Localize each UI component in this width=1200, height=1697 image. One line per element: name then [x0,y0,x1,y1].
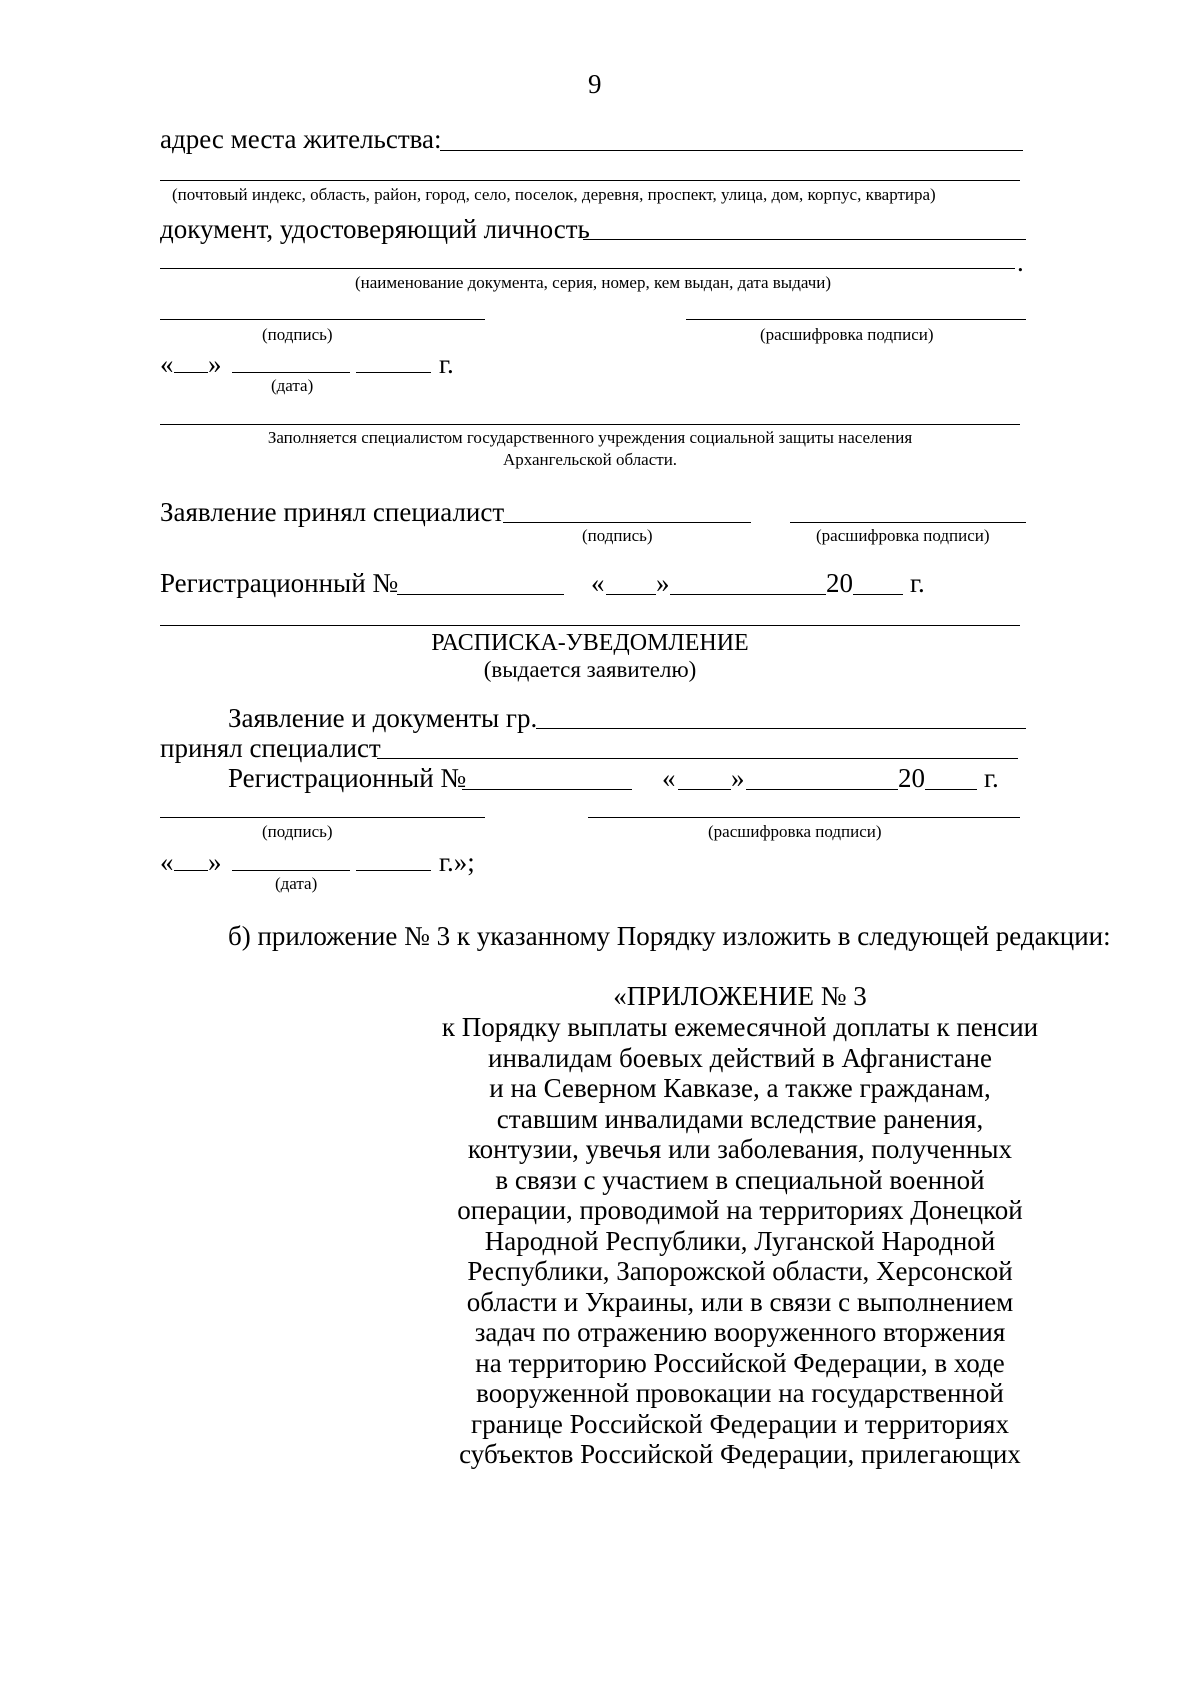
appendix-caption-line: операции, проводимой на территориях Донецкой [457,1195,1023,1225]
receipt-year-suffix: г. [984,763,999,793]
appendix-caption-line: границе Российской Федерации и территориях [471,1408,1009,1439]
date-year-suffix-2: г.»; [439,847,475,877]
registration-month-line[interactable] [670,594,826,595]
accepted-decoding-hint: (расшифровка подписи) [816,526,990,545]
signature-decoding-hint-2: (расшифровка подписи) [708,822,882,841]
receipt-month-line[interactable] [746,789,898,790]
accepted-signature-hint: (подпись) [582,526,653,545]
signature-decoding-line[interactable] [686,319,1026,320]
receipt-reg-label: Регистрационный № [228,763,467,793]
signature-line-2[interactable] [160,817,485,818]
accepted-signature-line[interactable] [503,522,751,523]
registration-year-prefix: 20 [826,568,853,598]
date-year-line-2[interactable] [356,870,431,871]
receipt-specialist-line[interactable] [377,758,1018,759]
receipt-quote-open: « [662,763,676,793]
appendix-caption-line: ставшим инвалидами вследствие ранения, [496,1103,984,1134]
registration-day-line[interactable] [606,594,656,595]
identity-doc-label: документ, удостоверяющий личность [160,214,590,244]
signature-decoding-line-2[interactable] [588,817,1020,818]
appendix-caption-line: инвалидам боевых действий в Афганистане [488,1042,992,1073]
date-hint-2: (дата) [275,874,318,893]
date-quote-close-2: » [208,847,222,877]
receipt-subtitle: (выдается заявителю) [483,657,697,682]
receipt-reg-number-line[interactable] [462,789,632,790]
date-year-suffix: г. [439,349,454,379]
date-year-line[interactable] [356,372,431,373]
appendix-caption-line: вооруженной провокации на государственной [476,1378,1004,1408]
signature-line[interactable] [160,319,485,320]
receipt-applicant-line[interactable] [536,728,1026,729]
receipt-quote-close: » [731,763,745,793]
registration-label: Регистрационный № [160,568,399,598]
appendix-title: «ПРИЛОЖЕНИЕ № 3 [613,981,867,1011]
accepted-decoding-line[interactable] [790,522,1026,523]
signature-hint-2: (подпись) [262,822,333,841]
address-hint: (почтовый индекс, область, район, город, село, поселок, деревня, проспект, улица, дом, корпус, квартира) [172,185,936,204]
identity-doc-field-line[interactable] [583,239,1026,240]
appendix-caption-line: Народной Республики, Луганской Народной [484,1225,996,1256]
identity-doc-field-line-2[interactable] [160,268,1015,269]
appendix-caption-line: субъектов Российской Федерации, прилегающих [459,1439,1021,1469]
appendix-caption-line: в связи с участием в специальной военной [495,1164,985,1195]
appendix-caption-line: к Порядку выплаты ежемесячной доплаты к пенсии [441,1012,1039,1042]
identity-doc-end-mark: . [1017,247,1024,277]
address-field-line[interactable] [440,150,1023,151]
section-divider [160,424,1020,425]
appendix-caption-line: Республики, Запорожской области, Херсонской [467,1256,1013,1286]
appendix-caption-line: задач по отражению вооруженного вторжения [474,1317,1006,1347]
specialist-note-line2: Архангельской области. [502,450,678,469]
appendix-caption-line: и на Северном Кавказе, а также гражданам, [489,1073,991,1103]
appendix-caption-line: контузии, увечья или заболевания, полученных [467,1134,1013,1164]
page-number: 9 [588,69,602,99]
accepted-by-label: Заявление принял специалист [160,497,505,527]
signature-hint: (подпись) [262,325,333,344]
receipt-divider [160,625,1020,626]
receipt-accepted-label: принял специалист [160,733,381,763]
date-day-line[interactable] [174,372,208,373]
receipt-title: РАСПИСКА-УВЕДОМЛЕНИЕ [431,630,749,656]
registration-number-line[interactable] [397,594,564,595]
receipt-docs-label: Заявление и документы гр. [228,703,538,733]
appendix-caption-line: области и Украины, или в связи с выполнением [466,1286,1014,1317]
date-day-line-2[interactable] [174,870,208,871]
identity-doc-hint: (наименование документа, серия, номер, кем выдан, дата выдачи) [355,273,832,292]
receipt-year-line[interactable] [925,789,977,790]
address-label: адрес места жительства: [160,124,442,154]
receipt-day-line[interactable] [678,789,731,790]
registration-quote-open: « [591,568,605,598]
registration-year-suffix: г. [910,568,925,598]
address-field-line-2[interactable] [160,180,1020,181]
date-month-line-2[interactable] [232,870,350,871]
signature-decoding-hint: (расшифровка подписи) [760,325,934,344]
date-quote-open-2: « [160,847,174,877]
date-month-line[interactable] [232,372,350,373]
date-quote-close: » [208,349,222,379]
registration-quote-close: » [656,568,670,598]
receipt-year-prefix: 20 [898,763,925,793]
appendix-caption [440,1012,1040,1470]
date-quote-open: « [160,349,174,379]
specialist-note-line1: Заполняется специалистом государственного учреждения социальной защиты населения [267,428,913,447]
appendix-caption-line: на территорию Российской Федерации, в ходе [475,1347,1005,1378]
instruction-text: б) приложение № 3 к указанному Порядку изложить в следующей редакции: [228,921,1111,951]
registration-year-line[interactable] [853,594,903,595]
date-hint: (дата) [271,376,314,395]
